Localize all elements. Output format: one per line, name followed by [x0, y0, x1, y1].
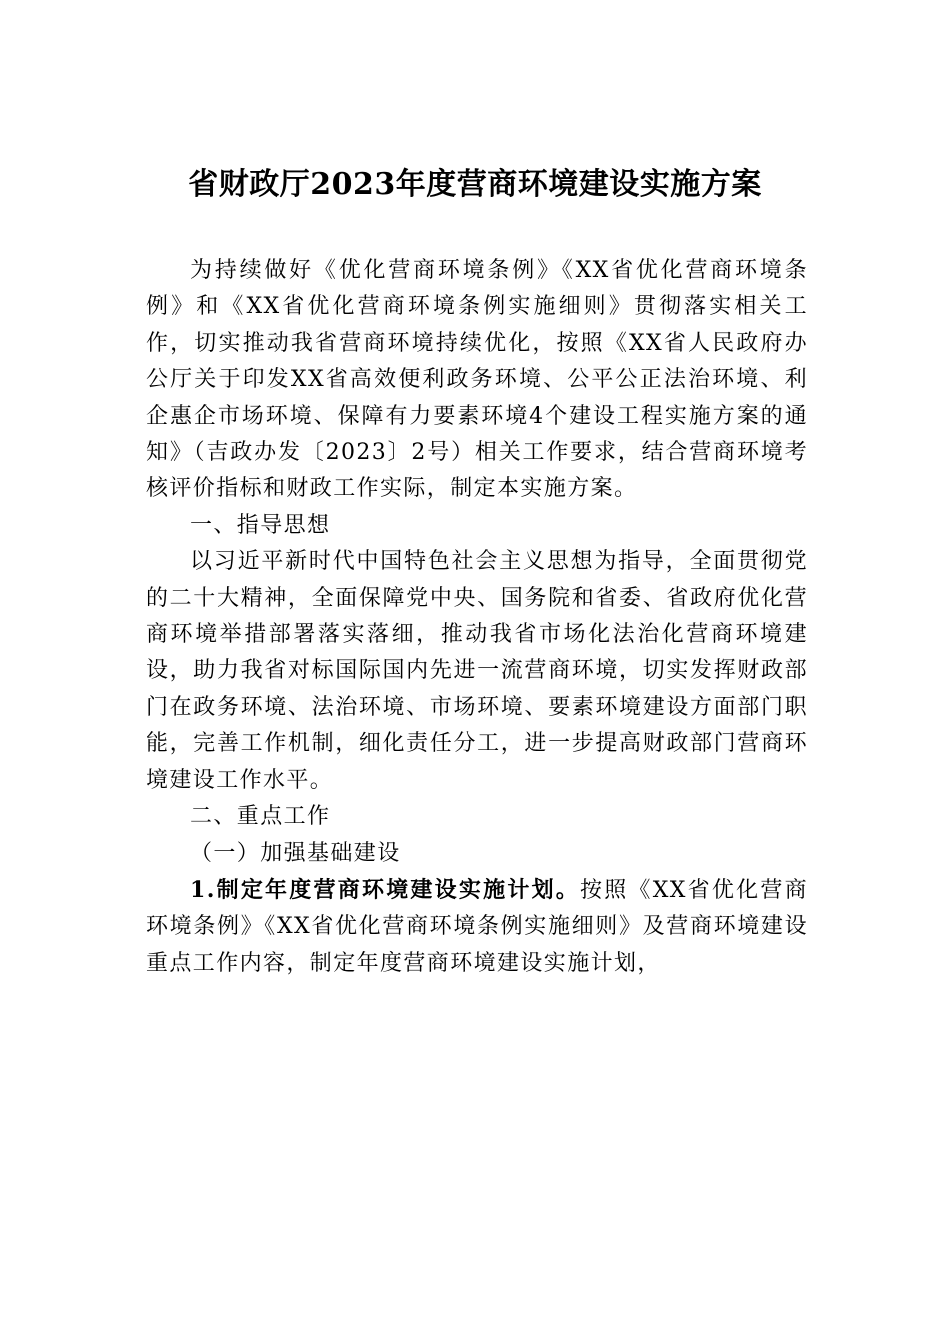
- guiding-ideology-paragraph: 以习近平新时代中国特色社会主义思想为指导，全面贯彻党的二十大精神，全面保障党中央、国务院和省委、省政府优化营商环境举措部署落实落细，推动我省市场化法治化营商环境建设，助力我省对标国际国内先进一流营商环境，切实发挥财政部门在政务环境、法治环境、市场环境、要素环境建设方面部门职能，完善工作机制，细化责任分工，进一步提高财政部门营商环境建设工作水平。: [146, 549, 808, 793]
- document-body: [146, 253, 808, 982]
- section-heading-guiding-ideology: 一、指导思想: [190, 512, 331, 538]
- item-1-paragraph: [146, 872, 808, 982]
- document-title: 省财政厅2023年度营商环境建设实施方案: [188, 167, 762, 202]
- subsection-heading-infrastructure: （一）加强基础建设: [190, 840, 401, 866]
- intro-paragraph: 为持续做好《优化营商环境条例》《XX省优化营商环境条例》和《XX省优化营商环境条例实施细则》贯彻落实相关工作，切实推动我省营商环境持续优化，按照《XX省人民政府办公厅关于印发XX省高效便利政务环境、公平公正法治环境、利企惠企市场环境、保障有力要素环境4个建设工程实施方案的通知》（吉政办发〔2023〕2号）相关工作要求，结合营商环境考核评价指标和财政工作实际，制定本实施方案。: [146, 258, 808, 502]
- item-1-lead: 1.制定年度营商环境建设实施计划。: [190, 876, 581, 903]
- item-1-text: 按照《XX省优化营商环境条例》《XX省优化营商环境条例实施细则》及营商环境建设重点工作内容，制定年度营商环境建设实施计划，: [146, 877, 808, 976]
- section-heading-key-work: 二、重点工作: [190, 804, 331, 830]
